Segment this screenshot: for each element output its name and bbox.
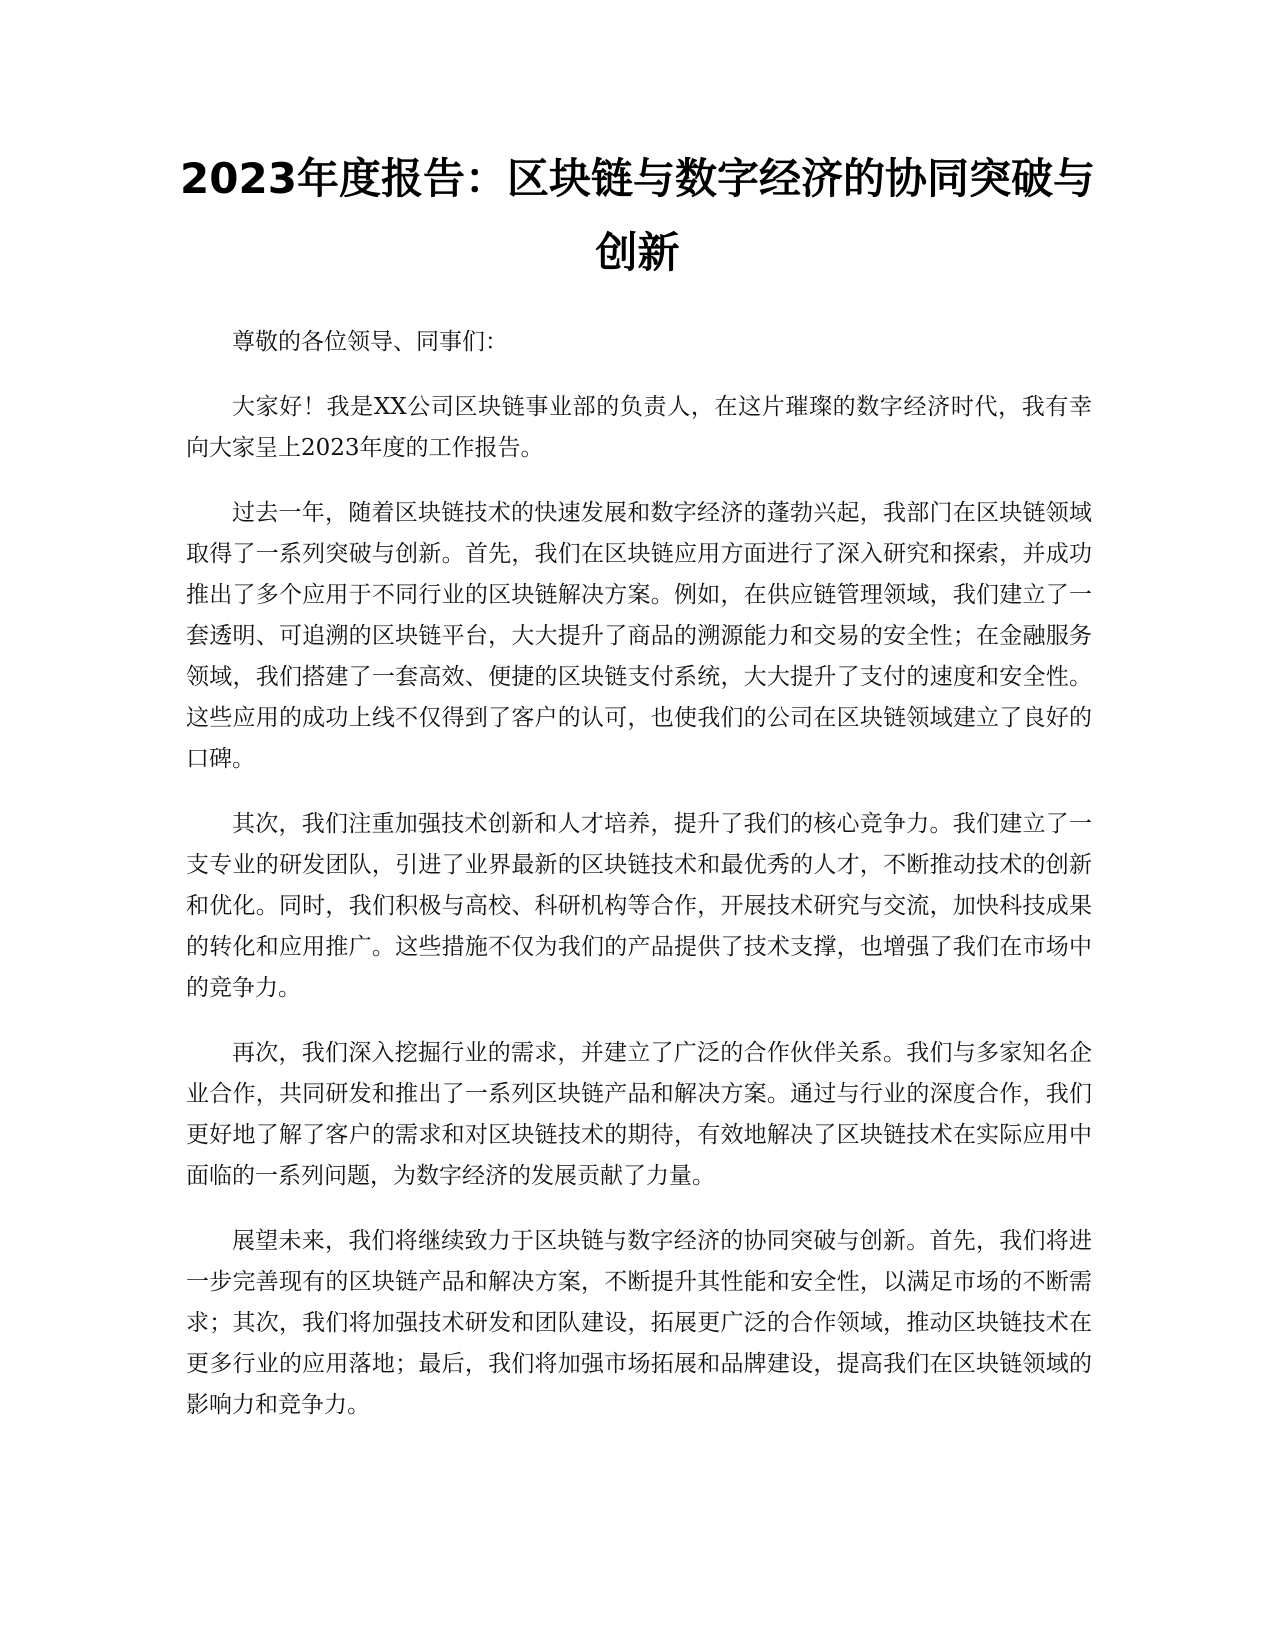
achievements-paragraph: 过去一年，随着区块链技术的快速发展和数字经济的蓬勃兴起，我部门在区块链领域取得了一系列突破与创新。首先，我们在区块链应用方面进行了深入研究和探索，并成功推出了多个应用于不同行业的区块链解决方案。例如，在供应链管理领域，我们建立了一套透明、可追溯的区块链平台，大大提升了商品的溯源能力和交易的安全性；在金融服务领域，我们搭建了一套高效、便捷的区块链支付系统，大大提升了支付的速度和安全性。这些应用的成功上线不仅得到了客户的认可，也使我们的公司在区块链领域建立了良好的口碑。 — [186, 500, 1092, 772]
innovation-paragraph: 其次，我们注重加强技术创新和人才培养，提升了我们的核心竞争力。我们建立了一支专业的研发团队，引进了业界最新的区块链技术和最优秀的人才，不断推动技术的创新和优化。同时，我们积极与高校、科研机构等合作，开展技术研究与交流，加快科技成果的转化和应用推广。这些措施不仅为我们的产品提供了技术支撑，也增强了我们在市场中的竞争力。 — [186, 811, 1092, 1001]
outlook-paragraph: 展望未来，我们将继续致力于区块链与数字经济的协同突破与创新。首先，我们将进一步完善现有的区块链产品和解决方案，不断提升其性能和安全性，以满足市场的不断需求；其次，我们将加强技术研发和团队建设，拓展更广泛的合作领域，推动区块链技术在更多行业的应用落地；最后，我们将加强市场拓展和品牌建设，提高我们在区块链领域的影响力和竞争力。 — [186, 1228, 1092, 1418]
document-body — [186, 322, 1092, 1450]
greeting-paragraph: 大家好！我是XX公司区块链事业部的负责人，在这片璀璨的数字经济时代，我有幸向大家呈上2023年度的工作报告。 — [186, 394, 1092, 461]
document-title: 2023年度报告：区块链与数字经济的协同突破与创新 — [180, 154, 1095, 277]
salutation-paragraph: 尊敬的各位领导、同事们： — [232, 329, 508, 355]
partnership-paragraph: 再次，我们深入挖掘行业的需求，并建立了广泛的合作伙伴关系。我们与多家知名企业合作，共同研发和推出了一系列区块链产品和解决方案。通过与行业的深度合作，我们更好地了解了客户的需求和对区块链技术的期待，有效地解决了区块链技术在实际应用中面临的一系列问题，为数字经济的发展贡献了力量。 — [186, 1040, 1092, 1189]
